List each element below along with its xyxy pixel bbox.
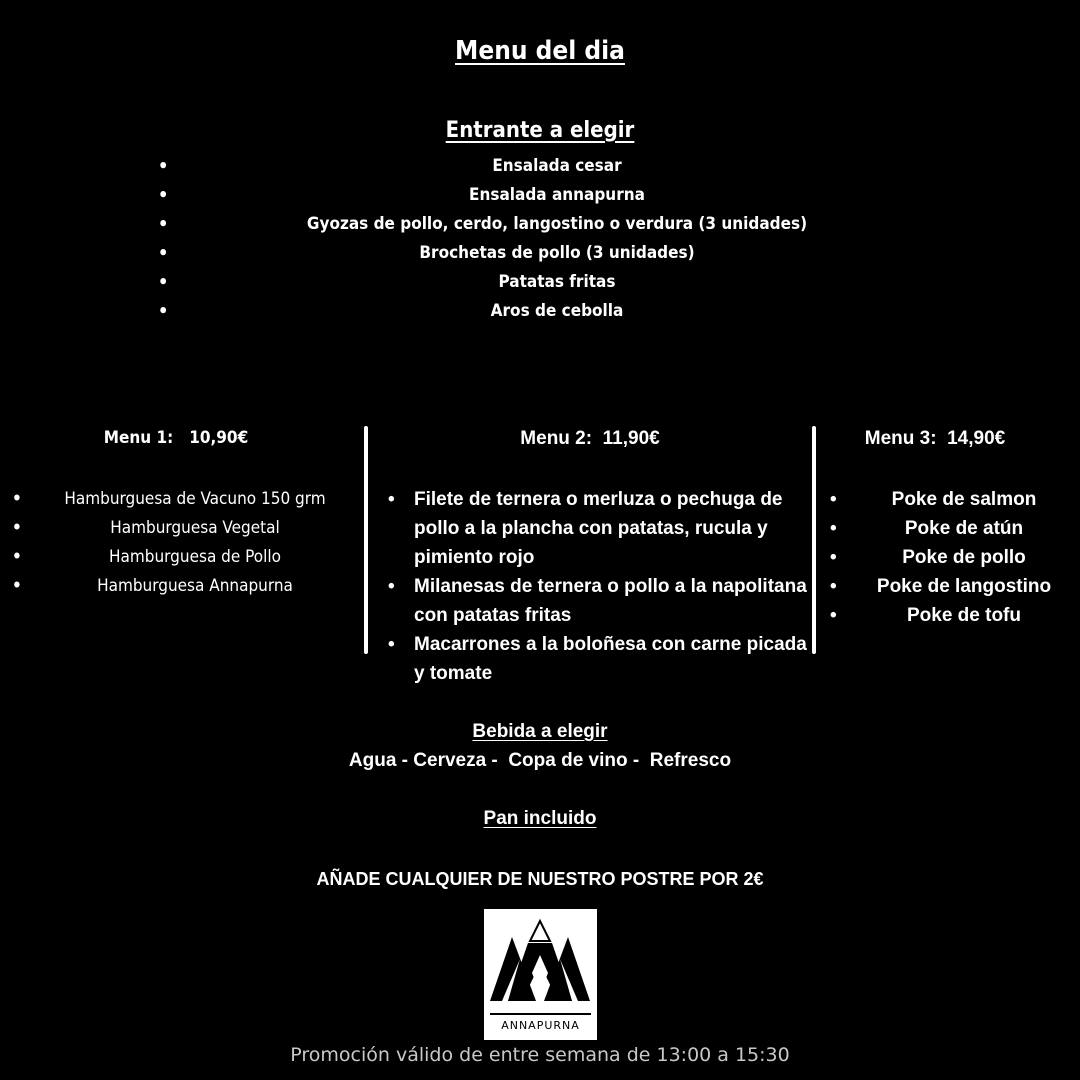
bullet-icon: • [158, 185, 169, 206]
list-item: • Macarrones a la boloñesa con carne picada y tomate [388, 630, 808, 688]
list-item: • Aros de cebolla [0, 297, 1080, 326]
bullet-icon: • [12, 576, 22, 596]
bullet-icon: • [388, 634, 395, 655]
bullet-icon: • [158, 301, 169, 322]
page-title: Menu del dia [455, 36, 625, 66]
bread-note: Pan incluido [483, 808, 597, 829]
list-item: • Poke de tofu [826, 601, 1080, 630]
menu-3-list [826, 485, 1080, 630]
list-item: • Gyozas de pollo, cerdo, langostino o verdura (3 unidades) [0, 210, 1080, 239]
bullet-icon: • [830, 489, 837, 510]
list-item: • Poke de atún [826, 514, 1080, 543]
bullet-icon: • [388, 489, 395, 510]
logo-text: ANNAPURNA [501, 1019, 580, 1032]
bullet-icon: • [830, 547, 837, 568]
bullet-icon: • [388, 576, 395, 597]
bullet-icon: • [158, 272, 169, 293]
list-item: • Hamburguesa Vegetal [0, 514, 360, 543]
bullet-icon: • [158, 156, 169, 177]
bullet-icon: • [830, 576, 837, 597]
annapurna-logo [484, 909, 597, 1040]
list-item: • Filete de ternera o merluza o pechuga de pollo a la plancha con patatas, rucula y pimiento rojo [388, 485, 808, 572]
bullet-icon: • [830, 518, 837, 539]
list-item: • Brochetas de pollo (3 unidades) [0, 239, 1080, 268]
list-item: • Hamburguesa de Pollo [0, 543, 360, 572]
list-item: • Poke de pollo [826, 543, 1080, 572]
menu-1-title: Menu 1: 10,90€ [103, 428, 249, 448]
dessert-offer: AÑADE CUALQUIER DE NUESTRO POSTRE POR 2€ [316, 869, 764, 889]
list-item: • Hamburguesa de Vacuno 150 grm [0, 485, 360, 514]
drinks-heading: Bebida a elegir [472, 721, 608, 742]
menu-3-title: Menu 3: 14,90€ [864, 428, 1006, 449]
menu-1-list [0, 485, 360, 601]
column-divider [364, 426, 368, 654]
logo-divider [490, 1013, 591, 1015]
menu-2-list [388, 485, 808, 688]
list-item: • Poke de langostino [826, 572, 1080, 601]
list-item: • Hamburguesa Annapurna [0, 572, 360, 601]
drinks-options: Agua - Cerveza - Copa de vino - Refresco [348, 750, 732, 771]
starters-list [0, 152, 1080, 326]
mountain-logo-icon [484, 909, 597, 1013]
list-item: • Milanesas de ternera o pollo a la napolitana con patatas fritas [388, 572, 808, 630]
list-item: • Ensalada annapurna [0, 181, 1080, 210]
bullet-icon: • [158, 214, 169, 235]
column-divider [812, 426, 816, 654]
list-item: • Ensalada cesar [0, 152, 1080, 181]
menu-2-title: Menu 2: 11,90€ [520, 428, 660, 449]
starters-heading: Entrante a elegir [445, 118, 635, 143]
promotion-footer: Promoción válido de entre semana de 13:00 a 15:30 [290, 1044, 790, 1066]
bullet-icon: • [12, 489, 22, 509]
bullet-icon: • [12, 518, 22, 538]
bullet-icon: • [12, 547, 22, 567]
list-item: • Poke de salmon [826, 485, 1080, 514]
bullet-icon: • [830, 605, 837, 626]
list-item: • Patatas fritas [0, 268, 1080, 297]
bullet-icon: • [158, 243, 169, 264]
